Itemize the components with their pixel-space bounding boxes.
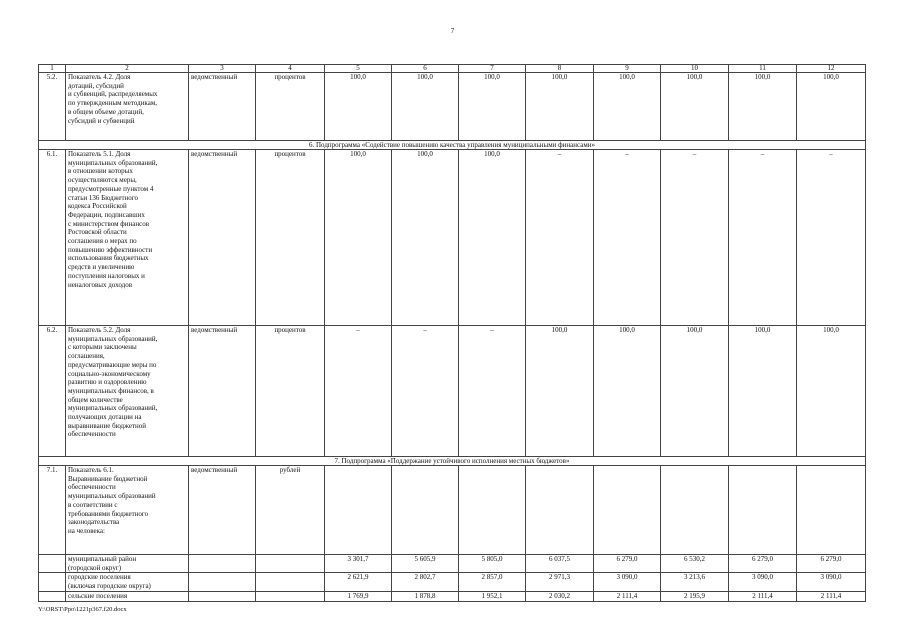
value-cell: 6 279,0: [729, 555, 797, 573]
value-cell: –: [526, 150, 594, 326]
header-cell: 6: [392, 65, 459, 73]
unit-of-measure: процентов: [256, 326, 325, 457]
value-cell: 1 878,8: [392, 591, 459, 601]
value-cell: 100,0: [392, 73, 459, 141]
value-cell: [392, 466, 459, 555]
header-cell: 11: [729, 65, 797, 73]
header-cell: 4: [256, 65, 325, 73]
table-row: [39, 466, 866, 555]
indicator-type: ведомственный: [189, 73, 256, 141]
value-cell: 100,0: [325, 73, 392, 141]
value-cell: 2 030,2: [526, 591, 594, 601]
value-cell: 2 111,4: [797, 591, 866, 601]
value-cell: 100,0: [526, 73, 594, 141]
value-cell: 6 037,5: [526, 555, 594, 573]
header-cell: 2: [66, 65, 189, 73]
value-cell: 2 971,3: [526, 573, 594, 591]
header-row: [39, 65, 866, 73]
unit-of-measure: [256, 591, 325, 601]
indicator-type: ведомственный: [189, 326, 256, 457]
value-cell: 100,0: [459, 73, 526, 141]
indicator-name: Показатель 5.2. Доля муниципальных образований, с которыми заключены соглашения, предусматривающие меры по социально-экономическому развитию и оздоровлению муниципальных финансов, в общем количестве муниципальных образований, получающих дотации на выравнивание бюджетной обеспеченности: [66, 326, 189, 457]
value-cell: [325, 466, 392, 555]
table-row: [39, 591, 866, 601]
header-cell: 7: [459, 65, 526, 73]
value-cell: 5 805,0: [459, 555, 526, 573]
table-row: [39, 555, 866, 573]
value-cell: –: [459, 326, 526, 457]
indicator-name: муниципальный район (городской округ): [66, 555, 189, 573]
indicator-name: Показатель 4.2. Доля дотаций, субсидий и субвенций, распределяемых по утвержденным методикам, в общем объеме дотаций, субсидий и субвенций: [66, 73, 189, 141]
value-cell: –: [661, 150, 729, 326]
value-cell: 3 090,0: [729, 573, 797, 591]
unit-of-measure: [256, 555, 325, 573]
value-cell: 3 213,6: [661, 573, 729, 591]
value-cell: –: [797, 150, 866, 326]
value-cell: 2 621,9: [325, 573, 392, 591]
value-cell: 100,0: [526, 326, 594, 457]
value-cell: 5 605,9: [392, 555, 459, 573]
value-cell: 100,0: [797, 326, 866, 457]
unit-of-measure: процентов: [256, 73, 325, 141]
value-cell: 1 952,1: [459, 591, 526, 601]
row-number: 5.2.: [39, 73, 66, 141]
row-number: 7.1.: [39, 466, 66, 555]
value-cell: 100,0: [797, 73, 866, 141]
subprogram-title: 7. Подпрограмма «Поддержание устойчивого исполнения местных бюджетов»: [39, 457, 866, 466]
value-cell: [797, 466, 866, 555]
header-cell: 10: [661, 65, 729, 73]
indicators-table: [38, 64, 866, 602]
value-cell: 100,0: [661, 73, 729, 141]
value-cell: –: [594, 150, 661, 326]
value-cell: 100,0: [392, 150, 459, 326]
value-cell: 2 857,0: [459, 573, 526, 591]
indicator-type: [189, 573, 256, 591]
unit-of-measure: рублей: [256, 466, 325, 555]
indicator-name: сельские поселения: [66, 591, 189, 601]
row-number: [39, 573, 66, 591]
table-row: [39, 326, 866, 457]
value-cell: 2 802,7: [392, 573, 459, 591]
subprogram-section-row: [39, 141, 866, 150]
value-cell: 100,0: [325, 150, 392, 326]
row-number: 6.2.: [39, 326, 66, 457]
header-cell: 12: [797, 65, 866, 73]
header-cell: 1: [39, 65, 66, 73]
header-cell: 9: [594, 65, 661, 73]
value-cell: 100,0: [661, 326, 729, 457]
subprogram-section-row: [39, 457, 866, 466]
file-path-footer: Y:\ORST\Ppo\1221p367.f20.docx: [38, 606, 127, 613]
value-cell: 6 530,2: [661, 555, 729, 573]
value-cell: 2 111,4: [594, 591, 661, 601]
value-cell: 3 090,0: [797, 573, 866, 591]
value-cell: [594, 466, 661, 555]
value-cell: –: [729, 150, 797, 326]
value-cell: [526, 466, 594, 555]
header-cell: 3: [189, 65, 256, 73]
page-number: 7: [450, 27, 455, 35]
value-cell: 6 279,0: [594, 555, 661, 573]
indicator-name: Показатель 5.1. Доля муниципальных образований, в отношении которых осуществляются меры, предусмотренные пунктом 4 статьи 136 Бюджетного кодекса Российской Федерации, подписавших с министерством финансов Ростовской области соглашения о мерах по повышению эффективности использования бюджетных средств и увеличению поступления налоговых и неналоговых доходов: [66, 150, 189, 326]
row-number: [39, 591, 66, 601]
value-cell: –: [325, 326, 392, 457]
value-cell: 100,0: [594, 326, 661, 457]
table-row: [39, 150, 866, 326]
indicator-type: [189, 591, 256, 601]
unit-of-measure: процентов: [256, 150, 325, 326]
value-cell: 6 279,0: [797, 555, 866, 573]
value-cell: 1 769,9: [325, 591, 392, 601]
value-cell: [661, 466, 729, 555]
indicator-type: ведомственный: [189, 150, 256, 326]
value-cell: [459, 466, 526, 555]
value-cell: 100,0: [729, 326, 797, 457]
table-row: [39, 73, 866, 141]
indicator-type: [189, 555, 256, 573]
header-cell: 5: [325, 65, 392, 73]
value-cell: 2 111,4: [729, 591, 797, 601]
value-cell: 100,0: [729, 73, 797, 141]
indicator-name: Показатель 6.1. Выравнивание бюджетной обеспеченности муниципальных образований в соответствии с требованиями бюджетного законодательства на человека:: [66, 466, 189, 555]
row-number: [39, 555, 66, 573]
header-cell: 8: [526, 65, 594, 73]
value-cell: 2 195,9: [661, 591, 729, 601]
value-cell: 100,0: [459, 150, 526, 326]
value-cell: [729, 466, 797, 555]
table-row: [39, 573, 866, 591]
indicator-name: городские поселения (включая городские округа): [66, 573, 189, 591]
indicator-type: ведомственный: [189, 466, 256, 555]
value-cell: 3 090,0: [594, 573, 661, 591]
unit-of-measure: [256, 573, 325, 591]
value-cell: 3 301,7: [325, 555, 392, 573]
subprogram-title: 6. Подпрограмма «Содействие повышению качества управления муниципальными финансами»: [39, 141, 866, 150]
row-number: 6.1.: [39, 150, 66, 326]
value-cell: 100,0: [594, 73, 661, 141]
value-cell: –: [392, 326, 459, 457]
